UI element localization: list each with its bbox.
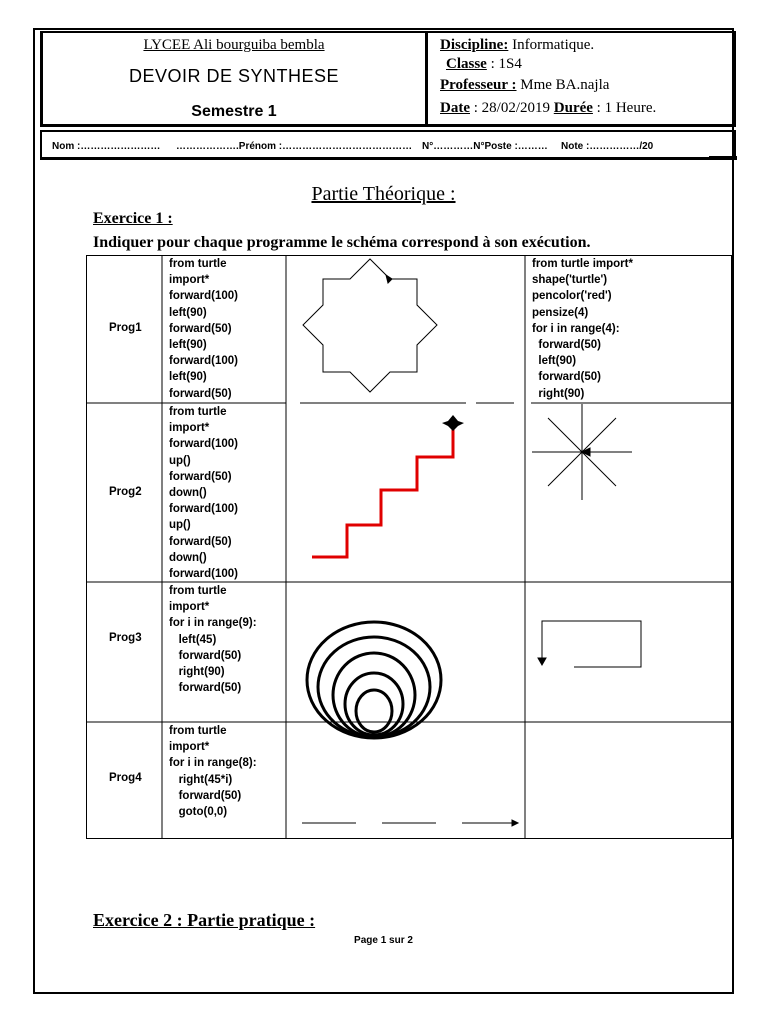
professeur-line: Professeur : Mme BA.najla <box>440 77 610 93</box>
prog4-code: from turtle import* for i in range(8): right(45*i) forward(50) goto(0,0) <box>169 725 257 819</box>
ellipse-1 <box>307 622 441 738</box>
date-line: Date : 28/02/2019 Durée : 1 Heure. <box>440 100 657 116</box>
rectangle-arrowhead <box>538 658 546 665</box>
star-shape-drawing <box>303 259 437 392</box>
classe-line: Classe : 1S4 <box>446 56 522 72</box>
star-arrowhead <box>386 275 392 283</box>
prog3-code: from turtle import* for i in range(9): left(45) forward(50) right(90) forward(50) <box>169 585 257 695</box>
part-title: Partie Théorique : <box>311 183 456 205</box>
note-field[interactable]: Note :……………/20 <box>561 141 654 152</box>
star-shape <box>303 259 437 392</box>
semester: Semestre 1 <box>191 103 277 120</box>
prog1-code: from turtle import* forward(100) left(90) forward(50) left(90) forward(100) left(90) forward(50) <box>169 258 239 400</box>
asterisk-arrowhead <box>582 448 590 456</box>
ellipse-4 <box>345 673 403 735</box>
prenom-field[interactable]: ……………….Prénom :………………………………… <box>176 141 413 152</box>
prog2-label: Prog2 <box>109 486 142 498</box>
nested-ellipses-drawing <box>307 622 441 738</box>
exercise1-table <box>86 255 732 839</box>
page-number: Page 1 sur 2 <box>354 935 413 946</box>
exercise1-instruction: Indiquer pour chaque programme le schéma correspond à son exécution. <box>93 234 591 251</box>
header-box <box>40 31 736 127</box>
exercise2-title: Exercice 2 : Partie pratique : <box>93 910 316 930</box>
prog4-label: Prog4 <box>109 772 142 784</box>
asterisk-drawing <box>532 404 632 500</box>
discipline-line: Discipline: Informatique. <box>440 37 595 53</box>
open-rectangle <box>542 621 641 667</box>
exam-title: DEVOIR DE SYNTHESE <box>128 66 340 86</box>
stairs-drawing <box>312 415 464 557</box>
exercise1-title: Exercice 1 : <box>93 210 173 227</box>
turtle-shape-icon <box>442 415 464 431</box>
student-info-row <box>40 130 736 160</box>
info-row-shadow <box>709 156 737 160</box>
dash-arrowhead <box>512 820 518 826</box>
dashed-lines-drawing <box>302 820 518 826</box>
school-name: LYCEE Ali bourguiba bembla <box>143 37 325 53</box>
prog3-label: Prog3 <box>109 632 142 644</box>
nom-field[interactable]: Nom :…………………… <box>52 141 161 152</box>
extra-program-code: from turtle import* shape('turtle') pencolor('red') pensize(4) for i in range(4): forward(50) left(90) forward(50) right(90) <box>532 258 633 400</box>
red-stairs <box>312 423 453 557</box>
prog1-label: Prog1 <box>109 322 142 334</box>
numero-field[interactable]: N°…………N°Poste :……… <box>422 141 548 152</box>
header-left <box>43 33 428 124</box>
prog2-code: from turtle import* forward(100) up() forward(50) down() forward(100) up() forward(50) down() forward(100) <box>169 406 239 581</box>
rectangle-drawing <box>538 621 641 667</box>
exam-page <box>33 28 734 994</box>
ellipse-5 <box>356 690 392 732</box>
